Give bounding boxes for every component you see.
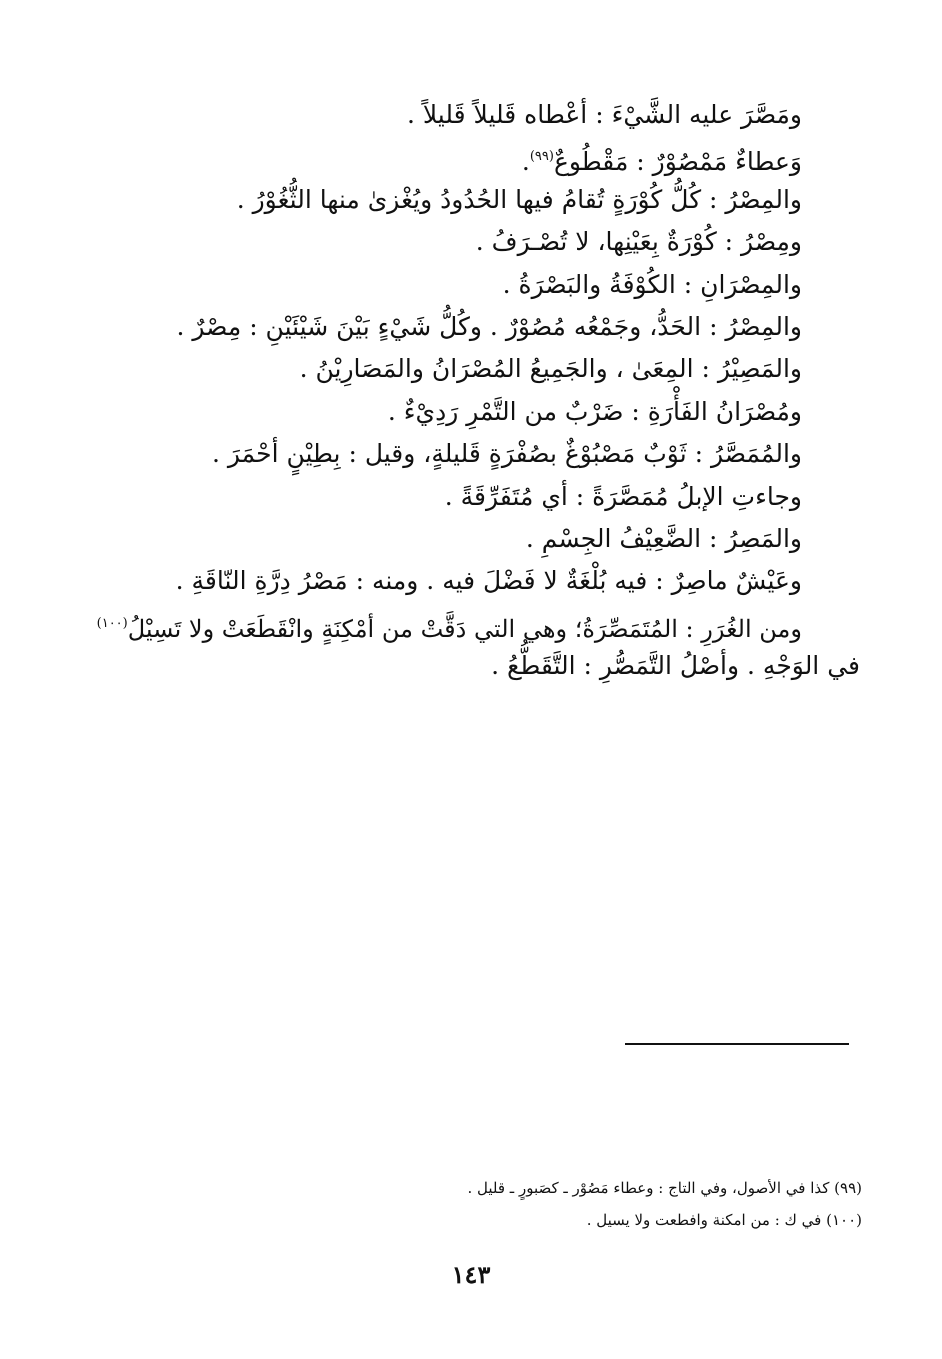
text-line: وجاءتِ الإبلُ مُمَصَّرَةً : أي مُتَفَرِّقَةً . [444,481,802,511]
text-line: وعَيْشٌ ماصِرٌ : فيه بُلْغَةٌ لا فَضْلَ فيه . ومنه : مَصْرُ دِرَّةِ النّاقَةِ . [175,566,802,596]
text-line: والمِصْرُ : الحَدُّ، وجَمْعُه مُصُوْرٌ . وكُلُّ شَيْءٍ بَيْنَ شَيْئَيْنِ : مِصْرٌ . [176,311,802,341]
text-line: والمَصِرُ : الضَّعِيْفُ الجِسْمِ . [525,523,802,553]
text-line: والمِصْرَانِ : الكُوْفَةُ والبَصْرَةُ . [502,269,802,299]
text-line: ومَصَّرَ عليه الشَّيْءَ : أعْطاه قَليلاً قَليلاً . [407,100,802,129]
page-number: ١٤٣ [451,1260,491,1289]
footnote-item: (١٠٠) في ك : من امكنة وافطعت ولا يسيل . [586,1211,862,1229]
footnote-reference: (٩٩) [529,149,554,165]
text-line: وَعطاءٌ مَمْصُوْرٌ : مَقْطُوعٌ$^{(٩٩)}$. [521,147,802,177]
text-line: في الوَجْهِ . وأصْلُ التَّمَصُّرِ : التَّقَطُّعُ . [491,651,860,681]
footnote-item: (٩٩) كذا في الأصول، وفي التاج : وعطاء مَصُوْر ـ كصَبورٍ ـ قليل . [467,1179,862,1197]
text-line: والمُمَصَّرُ : ثَوْبٌ مَصْبُوْغٌ بصُفْرَةٍ قَليلةٍ، وقيل : بِطِيْنٍ أحْمَرَ . [211,439,802,469]
footnote-reference: (١٠٠) [96,615,128,631]
text-line: ومِصْرُ : كُوْرَةٌ بِعَيْنِها، لا تُصْـرَفُ . [475,227,802,257]
text-line: ومُصْرَانُ الفَأْرَةِ : ضَرْبٌ من التَّمْرِ رَدِيْءٌ . [387,396,802,426]
text-line: ومن الغُرَرِ : المُتَمَصِّرَةُ؛ وهي التي دَقَّتْ من أمْكِنَةٍ وانْقَطَعَتْ ولا تَسِيْلُ$^{(١٠٠)}$ [96,614,802,643]
text-line: والمِصْرُ : كُلُّ كُوْرَةٍ تُقامُ فيها الحُدُودُ ويُغْزىٰ منها الثُّغُوْرُ . [236,184,802,214]
footnotes [200,1172,862,1236]
main-text-block [90,94,860,687]
text-line: والمَصِيْرُ : المِعَىٰ ، والجَمِيعُ المُصْرَانُ والمَصَارِيْنُ . [299,354,802,384]
footnote-separator [625,1043,849,1045]
